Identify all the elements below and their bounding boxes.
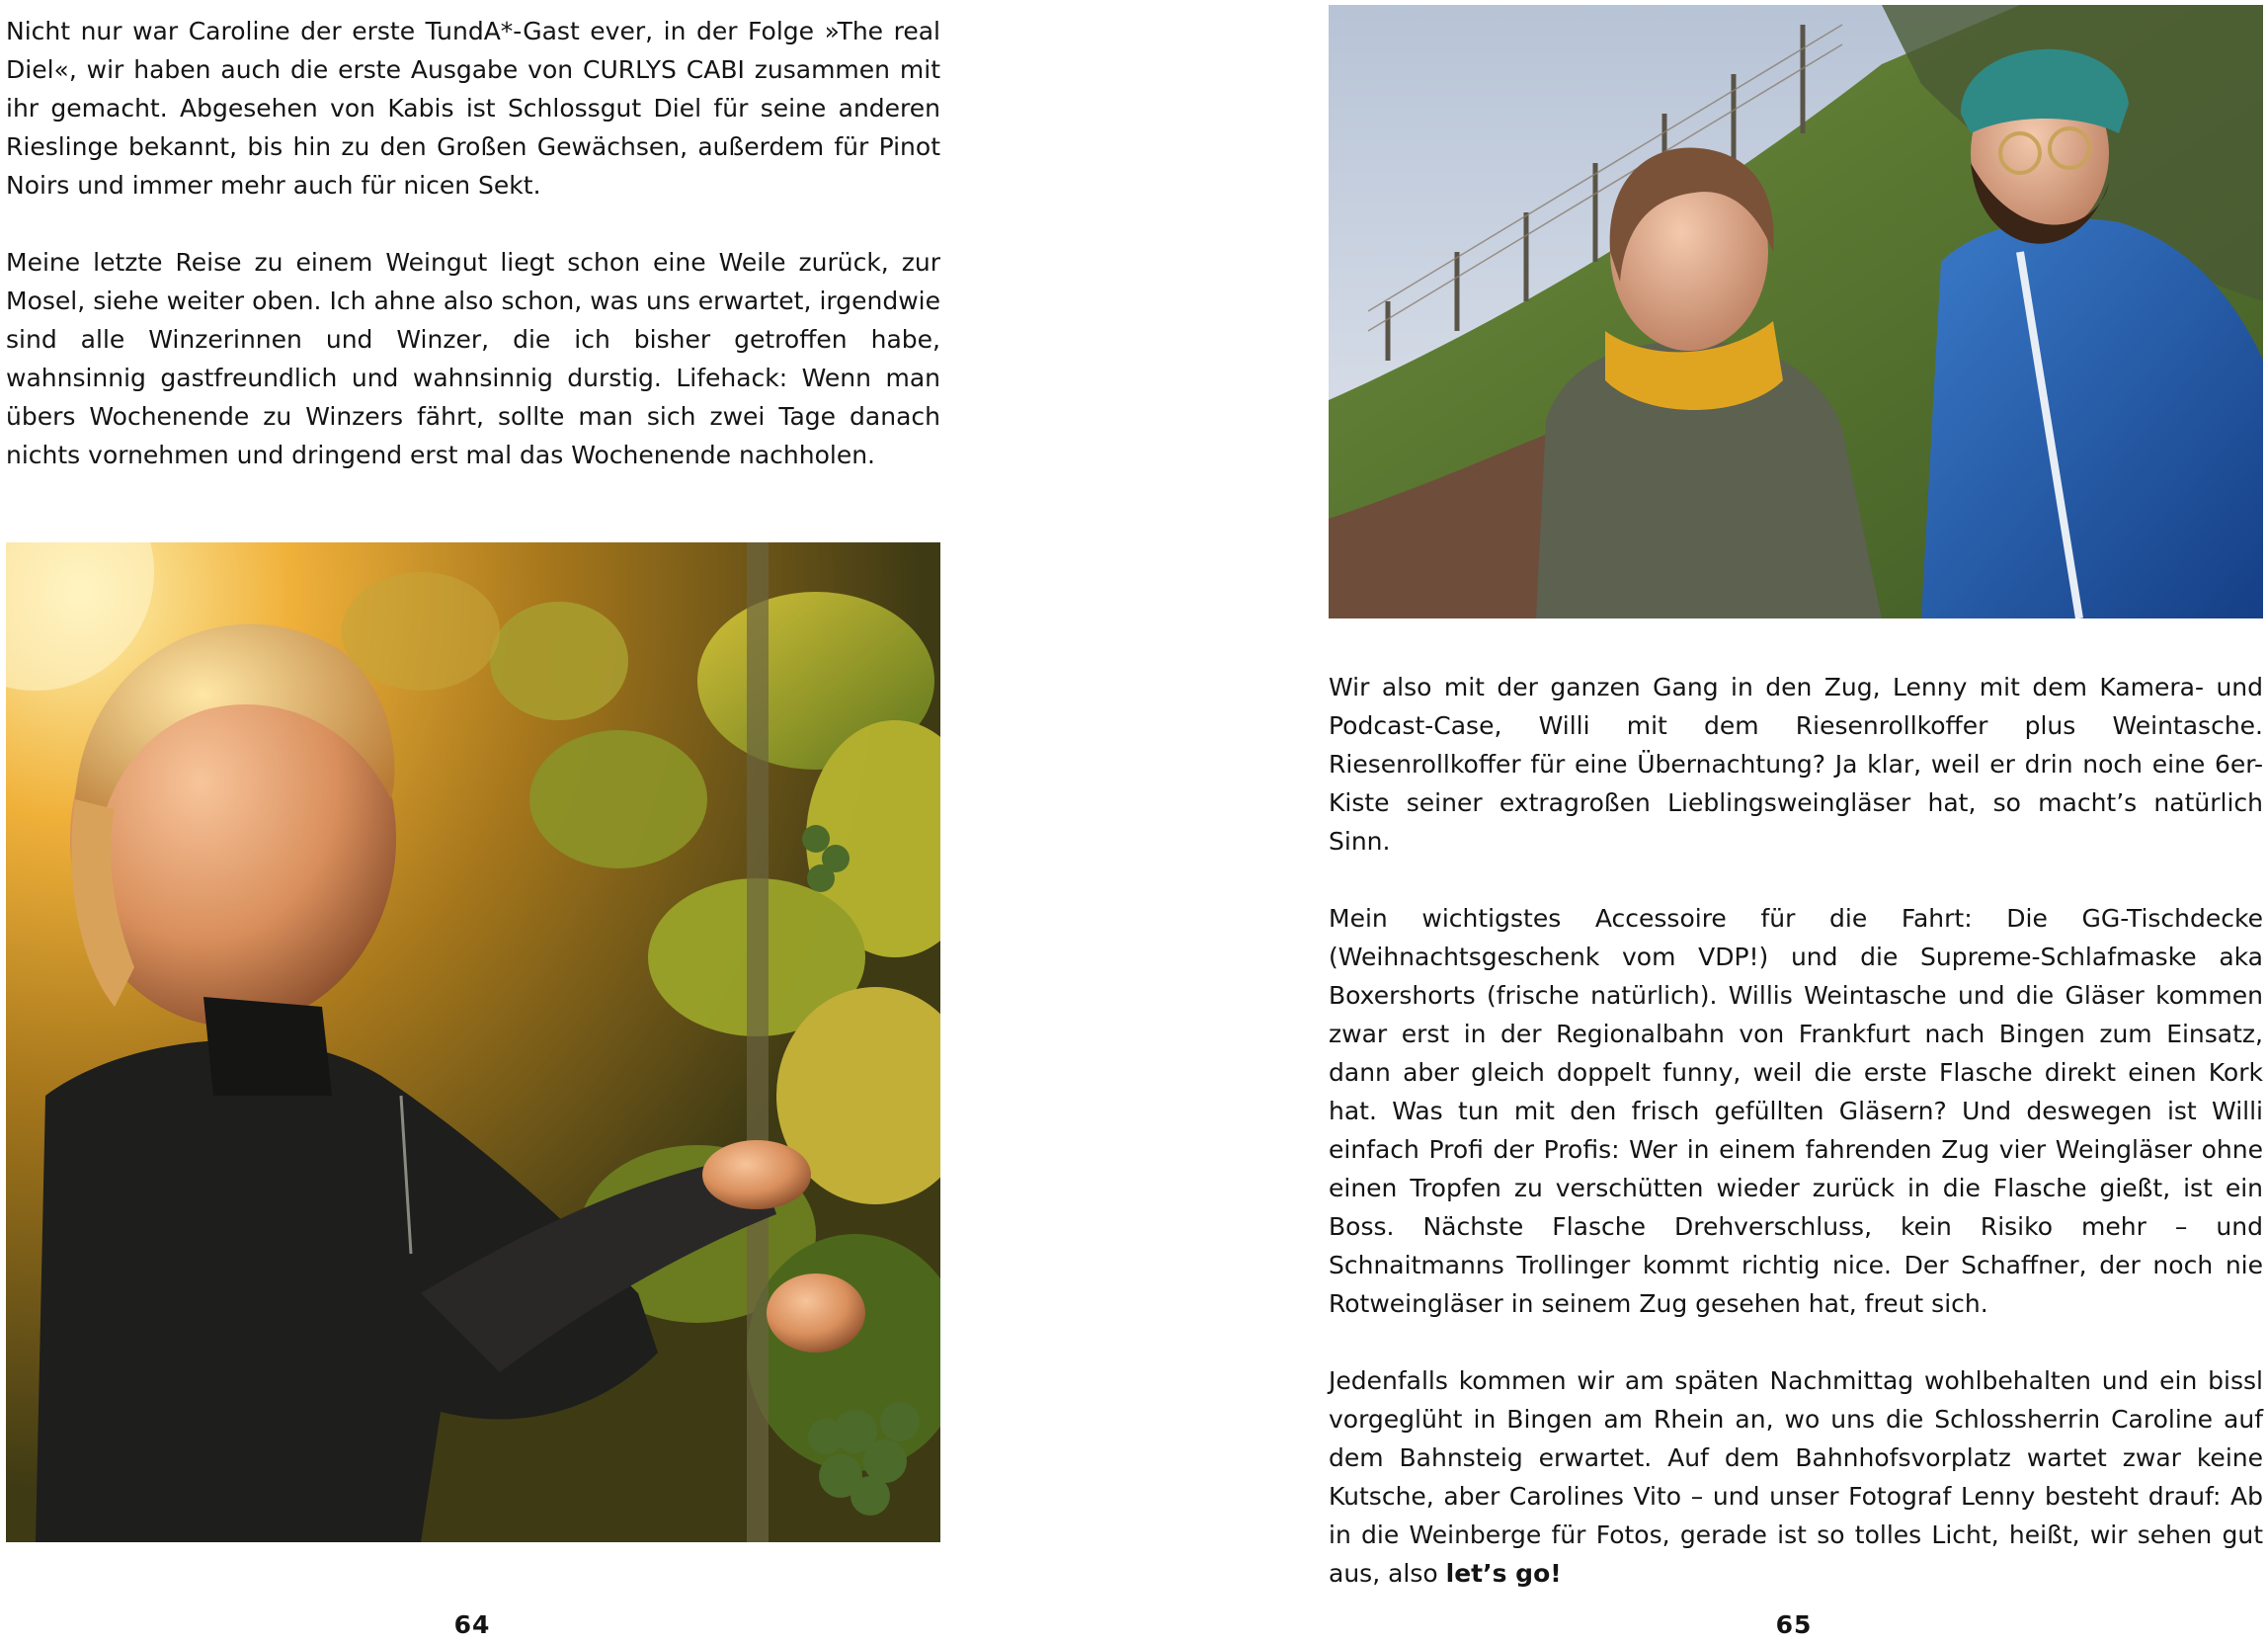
winemaker-photo-illustration <box>6 542 940 1542</box>
vineyard-portrait-illustration <box>1329 5 2263 618</box>
paragraph-text: Jedenfalls kommen wir am späten Nachmittag wohlbehalten und ein bissl vorgeglüht in Bingen am Rhein an, wo uns die Schlossherrin Caroline auf dem Bahnsteig erwartet. Auf dem Bahnhofsvorplatz wartet zwar keine Kutsche, aber Carolines Vito – und unser Fotograf Lenny besteht drauf: Ab in die Weinberge für Fotos, gerade ist so tolles Licht, heißt, wir sehen gut aus, also <box>1329 1366 2263 1588</box>
left-text-column <box>6 12 940 474</box>
emphasis-text: let’s go! <box>1445 1559 1562 1588</box>
right-text-column <box>1329 668 2263 1593</box>
paragraph: Wir also mit der ganzen Gang in den Zug, Lenny mit dem Kamera- und Podcast-Case, Willi mit dem Riesenrollkoffer plus Weintasche. Riesenrollkoffer für eine Übernachtung? Ja klar, weil er drin noch eine 6er-Kiste seiner extragroßen Lieblingsweingläser hat, so macht’s natürlich Sinn. <box>1329 673 2263 856</box>
two-people-at-vineyard-photo <box>1329 5 2263 618</box>
paragraph: Nicht nur war Caroline der erste TundA*-Gast ever, in der Folge »The real Diel«, wir haben auch die erste Ausgabe von CURLYS CABI zusammen mit ihr gemacht. Abgesehen von Kabis ist Schlossgut Diel für seine anderen Rieslinge bekannt, bis hin zu den Großen Gewächsen, außerdem für Pinot Noirs und immer mehr auch für nicen Sekt. <box>6 17 940 200</box>
paragraph: Meine letzte Reise zu einem Weingut liegt schon eine Weile zurück, zur Mosel, siehe weiter oben. Ich ahne also schon, was uns erwartet, irgendwie sind alle Winzerinnen und Winzer, die ich bisher getroffen habe, wahnsinnig gastfreundlich und wahnsinnig durstig. Lifehack: Wenn man übers Wochenende zu Winzers fährt, sollte man sich zwei Tage danach nichts vornehmen und dringend erst mal das Wochenende nachholen. <box>6 248 940 469</box>
page-number: 65 <box>1775 1610 1813 1639</box>
paragraph <box>1329 1361 2263 1593</box>
paragraph: Mein wichtigstes Accessoire für die Fahrt: Die GG-Tischdecke (Weihnachtsgeschenk vom VDP!) und die Supreme-Schlafmaske aka Boxershorts (frische natürlich). Willis Weintasche und die Gläser kommen zwar erst in der Regionalbahn von Frankfurt nach Bingen zum Einsatz, dann aber gleich doppelt funny, weil die erste Flasche direkt einen Kork hat. Was tun mit den frisch gefüllten Gläsern? Und deswegen ist Willi einfach Profi der Profis: Wer in einem fahrenden Zug vier Weingläser ohne einen Tropfen zu verschütten wieder zurück in die Flasche gießt, ist ein Boss. Nächste Flasche Drehverschluss, kein Risiko mehr – und Schnaitmanns Trollinger kommt richtig nice. Der Schaffner, der noch nie Rotweingläser in seinem Zug gesehen hat, freut sich. <box>1329 904 2263 1318</box>
right-page <box>1134 0 2268 1644</box>
winemaker-in-vineyard-photo <box>6 542 940 1542</box>
page-number: 64 <box>453 1610 491 1639</box>
